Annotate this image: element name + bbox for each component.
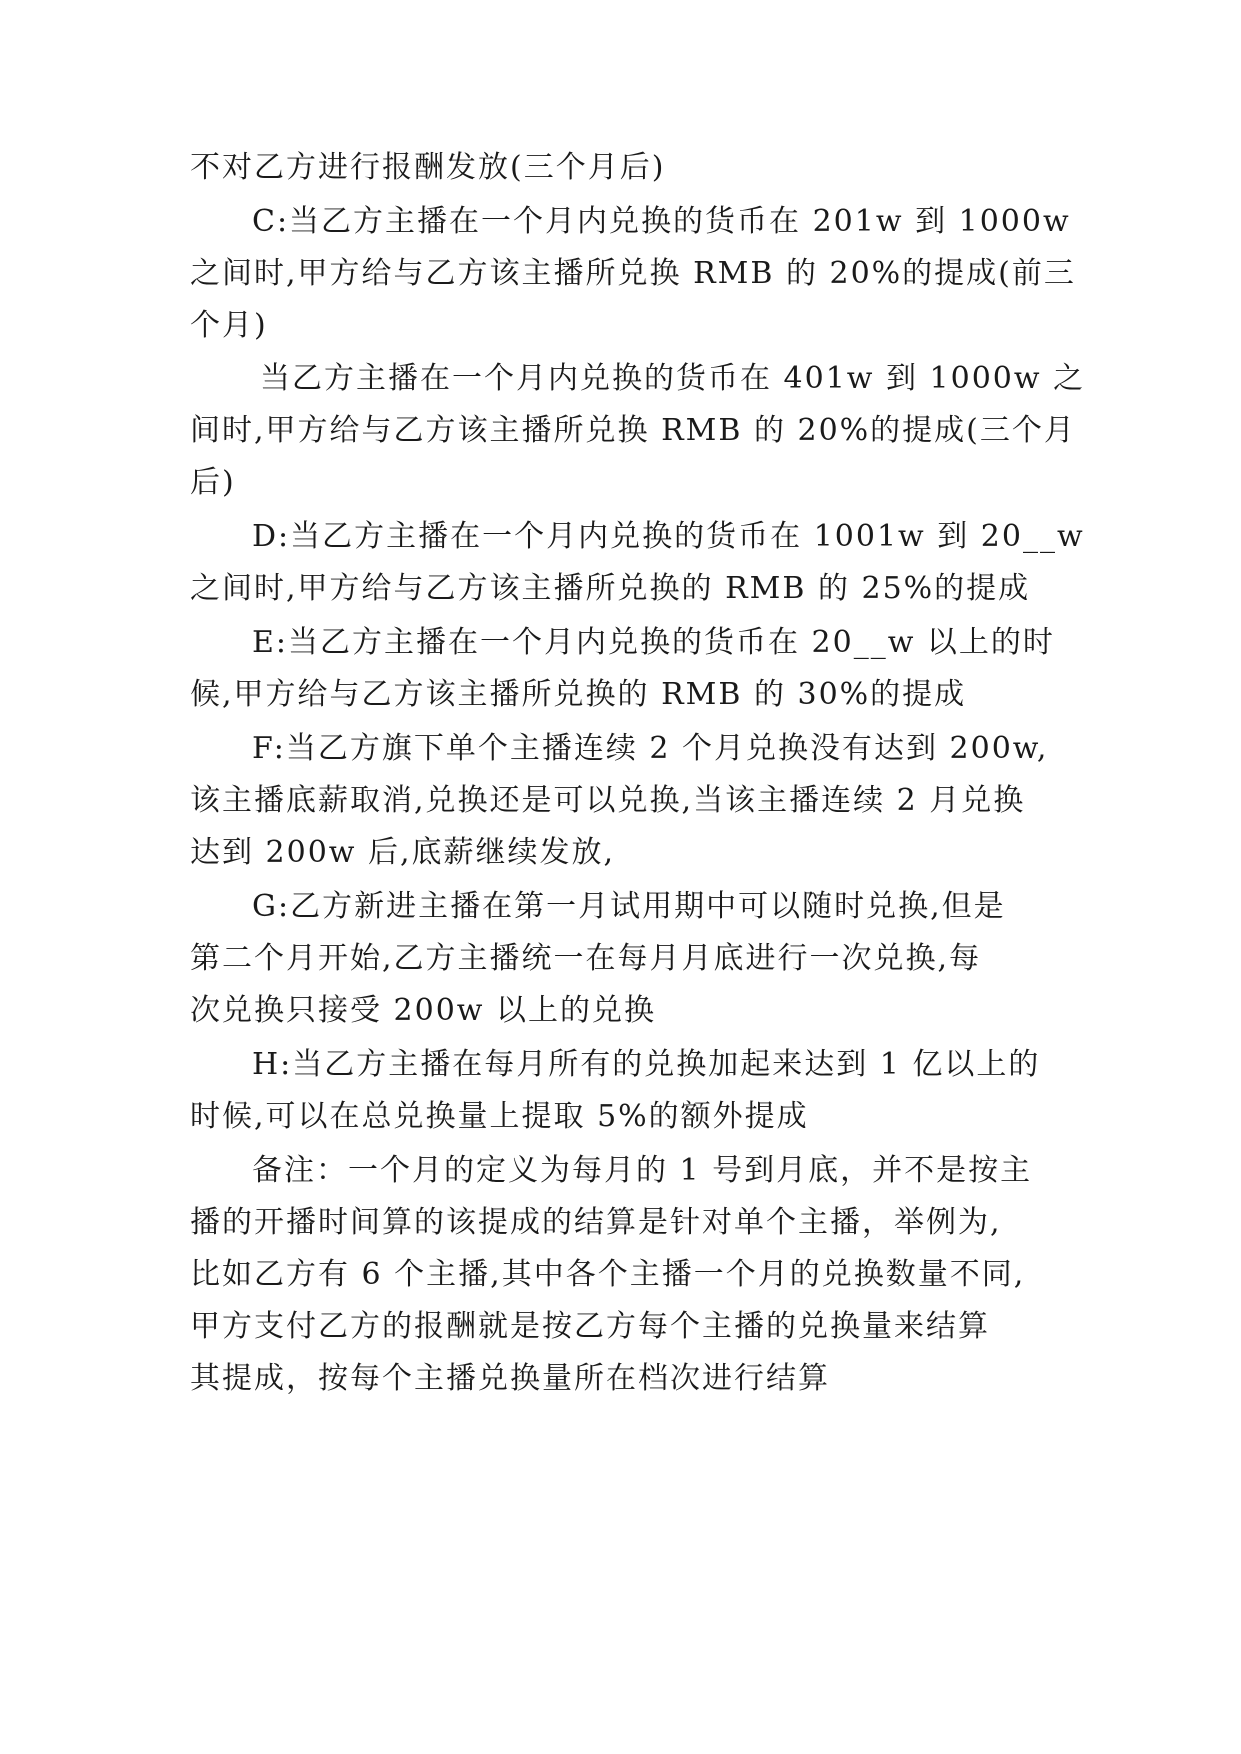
text-line: 达到 200w 后,底薪继续发放, xyxy=(190,835,616,870)
text-line: 后) xyxy=(190,465,236,500)
text-line: H:当乙方主播在每月所有的兑换加起来达到 1 亿以上的 xyxy=(252,1047,1041,1082)
text-line: 之间时,甲方给与乙方该主播所兑换的 RMB 的 25%的提成 xyxy=(190,571,1031,606)
text-line: F:当乙方旗下单个主播连续 2 个月兑换没有达到 200w, xyxy=(252,731,1049,766)
text-line: 播的开播时间算的该提成的结算是针对单个主播，举例为, xyxy=(190,1205,1002,1240)
text-line: 间时,甲方给与乙方该主播所兑换 RMB 的 20%的提成(三个月 xyxy=(190,413,1076,448)
text-line: 备注：一个月的定义为每月的 1 号到月底，并不是按主 xyxy=(252,1153,1033,1188)
text-line: 候,甲方给与乙方该主播所兑换的 RMB 的 30%的提成 xyxy=(190,677,967,712)
text-line: 当乙方主播在一个月内兑换的货币在 401w 到 1000w 之 xyxy=(260,361,1086,396)
text-line: 时候,可以在总兑换量上提取 5%的额外提成 xyxy=(190,1099,809,1134)
text-line: G:乙方新进主播在第一月试用期中可以随时兑换,但是 xyxy=(252,889,1006,924)
text-line: 次兑换只接受 200w 以上的兑换 xyxy=(190,993,657,1028)
text-line: 第二个月开始,乙方主播统一在每月月底进行一次兑换,每 xyxy=(190,941,982,976)
text-line: 该主播底薪取消,兑换还是可以兑换,当该主播连续 2 月兑换 xyxy=(190,783,1026,818)
text-line: 个月) xyxy=(190,308,268,343)
text-line: E:当乙方主播在一个月内兑换的货币在 20__w 以上的时 xyxy=(252,625,1055,660)
text-line: 之间时,甲方给与乙方该主播所兑换 RMB 的 20%的提成(前三 xyxy=(190,256,1076,291)
text-line: 甲方支付乙方的报酬就是按乙方每个主播的兑换量来结算 xyxy=(190,1309,990,1344)
text-line: D:当乙方主播在一个月内兑换的货币在 1001w 到 20__w xyxy=(252,519,1085,554)
text-line: 其提成，按每个主播兑换量所在档次进行结算 xyxy=(190,1361,830,1396)
text-line: 不对乙方进行报酬发放(三个月后) xyxy=(190,150,666,185)
text-line: 比如乙方有 6 个主播,其中各个主播一个月的兑换数量不同, xyxy=(190,1257,1026,1292)
text-line: C:当乙方主播在一个月内兑换的货币在 201w 到 1000w xyxy=(252,204,1071,239)
